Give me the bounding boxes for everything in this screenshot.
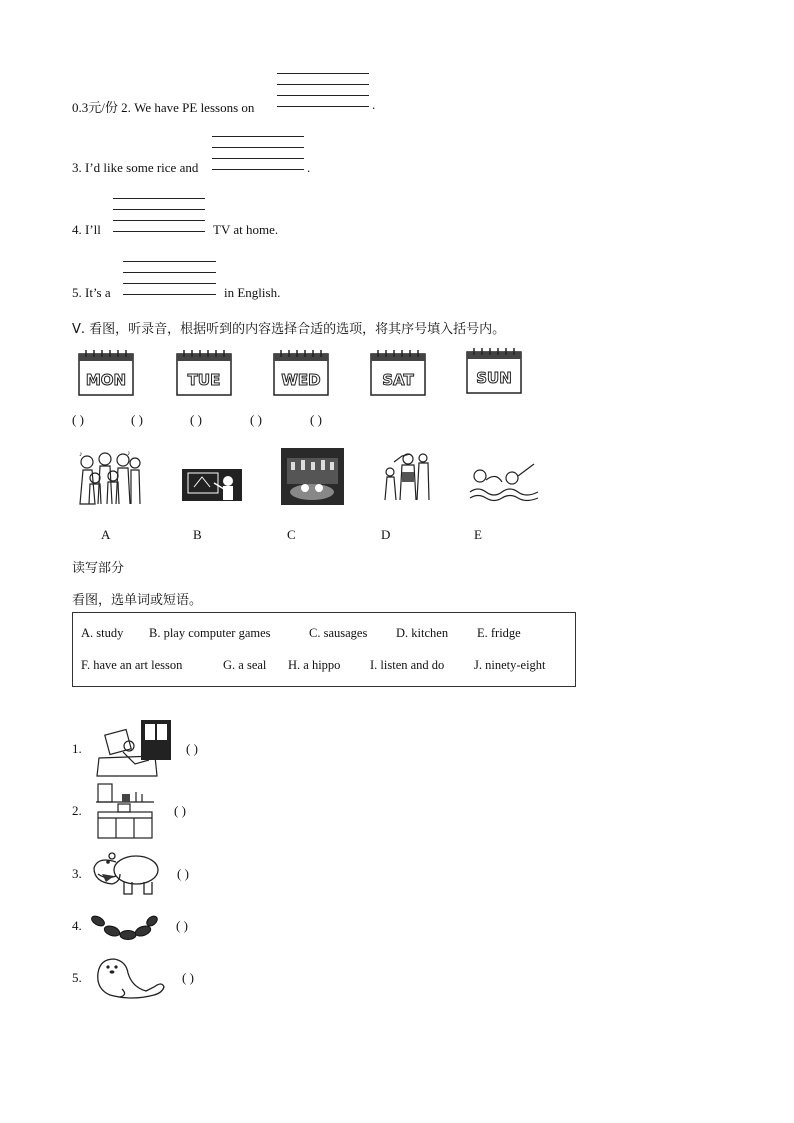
blank-line	[212, 147, 304, 148]
q5-prefix: 5. It’s a	[72, 285, 111, 300]
answer-blank[interactable]	[123, 294, 216, 295]
blank-line	[212, 158, 304, 159]
answer-parentheses[interactable]: ( )	[310, 412, 322, 427]
item-number: 4.	[72, 918, 82, 933]
word-option: C. sausages	[309, 626, 368, 640]
reading-heading: 读写部分	[72, 561, 125, 576]
calendar-icon	[272, 349, 330, 397]
word-option: E. fridge	[477, 626, 521, 640]
q5-suffix: in English.	[224, 285, 281, 300]
answer-parentheses[interactable]: ( )	[182, 970, 194, 985]
answer-parentheses[interactable]: ( )	[72, 412, 84, 427]
seal-picture	[92, 955, 168, 1001]
blank-line	[113, 209, 205, 210]
blank-line	[123, 272, 216, 273]
q3-prefix: 3. I’d like some rice and	[72, 160, 199, 175]
stage-show-picture	[281, 448, 344, 505]
picture-letter: A	[101, 527, 111, 542]
calendar-day-label: MON	[85, 371, 127, 389]
calendar-day-label: WED	[281, 371, 321, 389]
q4-prefix: 4. I’ll	[72, 222, 101, 237]
picture-letter: D	[381, 527, 391, 542]
calendar-day-label: SAT	[382, 371, 414, 389]
sausages-picture	[90, 913, 158, 943]
answer-parentheses[interactable]: ( )	[186, 741, 198, 756]
answer-parentheses[interactable]: ( )	[174, 803, 186, 818]
blank-line	[123, 283, 216, 284]
swimming-picture	[468, 460, 540, 502]
section-v-instruction: Ⅴ. 看图，听录音，根据听到的内容选择合适的选项，将其序号填入括号内。	[72, 322, 506, 337]
answer-blank[interactable]	[113, 231, 205, 232]
word-option: H. a hippo	[288, 658, 341, 672]
hippo-picture	[90, 850, 162, 896]
word-option: F. have an art lesson	[81, 658, 183, 672]
answer-parentheses[interactable]: ( )	[190, 412, 202, 427]
item-number: 1.	[72, 741, 82, 756]
word-option: G. a seal	[223, 658, 267, 672]
answer-parentheses[interactable]: ( )	[176, 918, 188, 933]
answer-blank[interactable]	[212, 169, 304, 170]
answer-parentheses[interactable]: ( )	[250, 412, 262, 427]
word-bank-box	[72, 612, 576, 687]
item-number: 2.	[72, 803, 82, 818]
answer-parentheses[interactable]: ( )	[177, 866, 189, 881]
calendar-day-label: SUN	[476, 369, 512, 387]
blank-line	[277, 73, 369, 74]
art-lesson-picture	[180, 467, 244, 503]
reading-instruction: 看图，选单词或短语。	[72, 593, 203, 608]
blank-line	[123, 261, 216, 262]
picture-letter: B	[193, 527, 202, 542]
answer-blank[interactable]	[277, 106, 369, 107]
kitchen-picture	[94, 782, 156, 840]
word-option: J. ninety-eight	[474, 658, 546, 672]
calendar-icon	[77, 349, 135, 397]
blank-line	[277, 84, 369, 85]
calendar-day-label: TUE	[187, 371, 221, 389]
calendar-icon	[369, 349, 427, 397]
word-option: A. study	[81, 626, 124, 640]
blank-line	[113, 198, 205, 199]
q1-prefix: 0.3元/份 2. We have PE lessons on	[72, 100, 255, 115]
word-option: I. listen and do	[370, 658, 445, 672]
q4-suffix: TV at home.	[213, 222, 279, 237]
blank-line	[277, 95, 369, 96]
study-picture	[95, 718, 177, 778]
svg-text:♪: ♪	[79, 450, 83, 458]
svg-text:♪: ♪	[127, 450, 131, 457]
answer-parentheses[interactable]: ( )	[131, 412, 143, 427]
item-number: 3.	[72, 866, 82, 881]
item-number: 5.	[72, 970, 82, 985]
word-option: B. play computer games	[149, 626, 271, 640]
family-walking-picture	[380, 450, 432, 502]
word-option: D. kitchen	[396, 626, 449, 640]
q3-suffix: .	[307, 160, 311, 175]
blank-line	[212, 136, 304, 137]
calendar-icon	[175, 349, 233, 397]
q1-suffix: .	[372, 97, 376, 112]
picture-letter: C	[287, 527, 296, 542]
picture-letter: E	[474, 527, 482, 542]
children-singing-picture	[75, 450, 143, 506]
calendar-icon	[465, 347, 523, 395]
blank-line	[113, 220, 205, 221]
